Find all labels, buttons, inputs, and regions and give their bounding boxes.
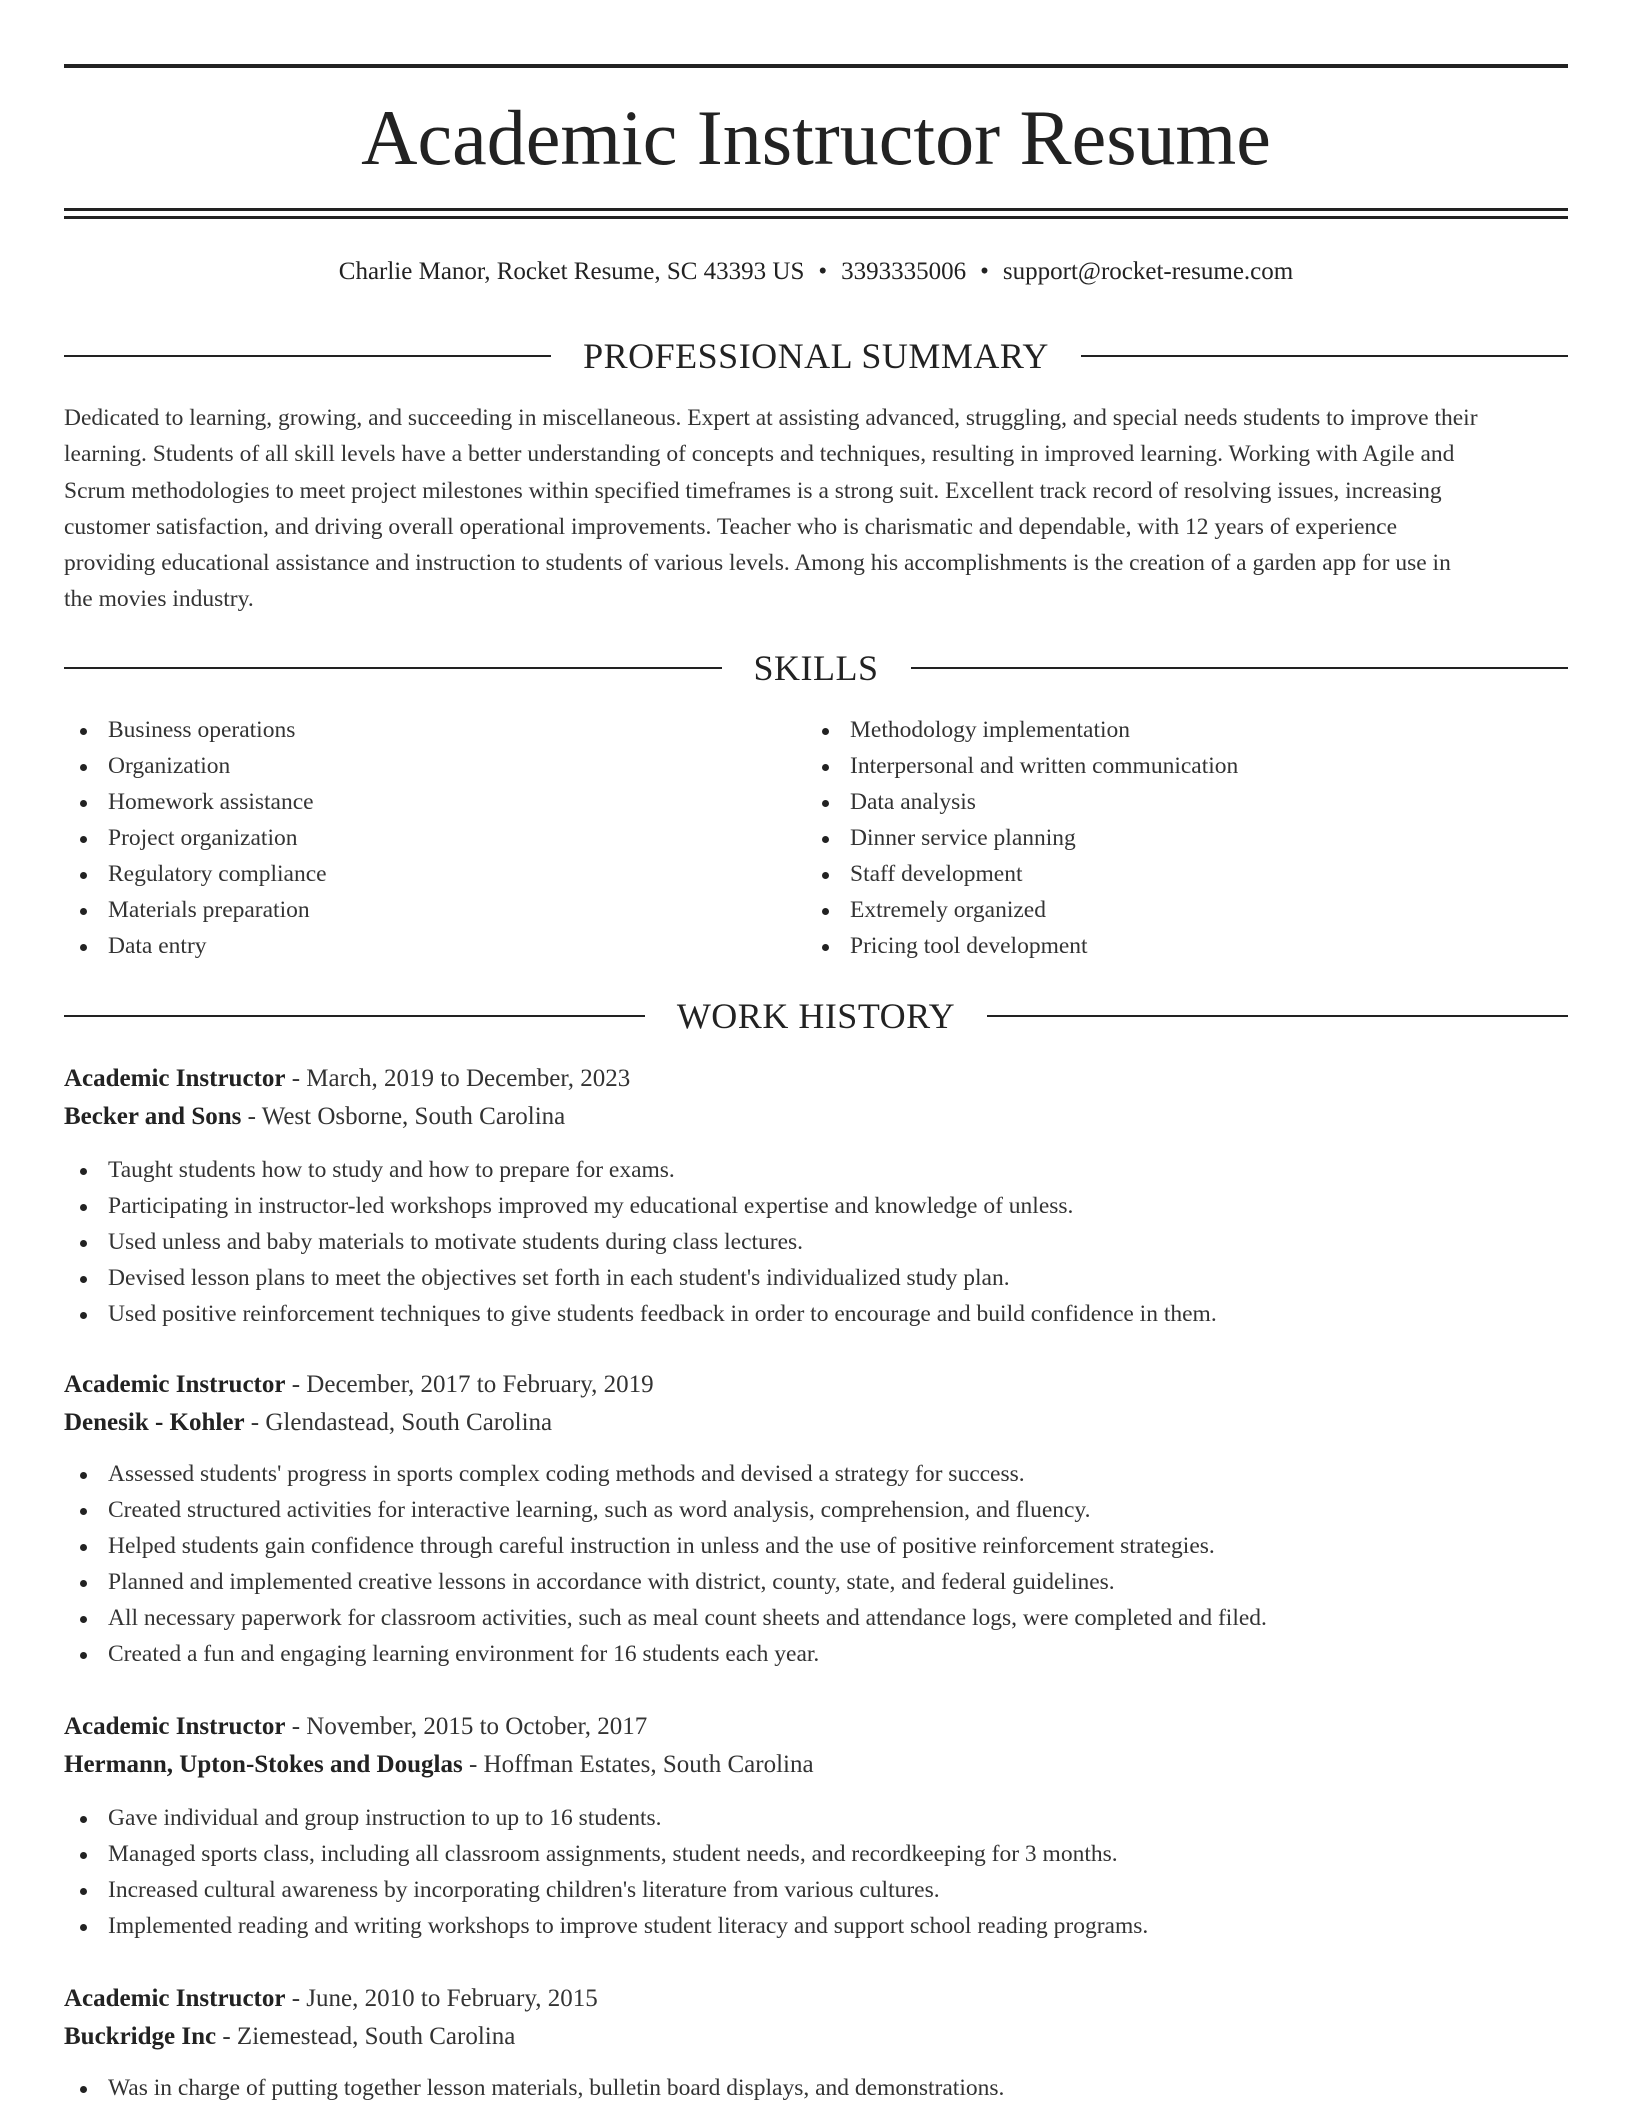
skill-item: Extremely organized [806, 892, 1238, 928]
skills-heading [64, 646, 1568, 690]
summary-line: customer satisfaction, and driving overall operational improvements. Teacher who is charismatic and dependable, with 12 years of experience [64, 513, 1398, 540]
heading-rule [64, 667, 722, 669]
job-bullet: Used unless and baby materials to motivate students during class lectures. [64, 1224, 1568, 1260]
professional-summary [64, 400, 1568, 618]
skill-item: Interpersonal and written communication [806, 748, 1238, 784]
double-rule-upper [64, 208, 1568, 211]
skills-column-left [64, 712, 327, 964]
job-entry [64, 1980, 1568, 2106]
skill-item: Pricing tool development [806, 928, 1238, 964]
job-bullet: Managed sports class, including all classroom assignments, student needs, and recordkeeping for 3 months. [64, 1836, 1568, 1872]
skill-item: Regulatory compliance [64, 856, 327, 892]
job-bullets [64, 1800, 1568, 1944]
job-company-line [64, 1404, 1568, 1442]
job-dates: - November, 2015 to October, 2017 [291, 1713, 648, 1740]
contact-line [64, 252, 1568, 292]
work-history-heading [64, 994, 1568, 1038]
job-dates: - March, 2019 to December, 2023 [291, 1065, 631, 1092]
skills-heading-label: SKILLS [753, 648, 879, 688]
job-bullets [64, 1456, 1568, 1672]
heading-rule [64, 1015, 645, 1017]
heading-rule [64, 355, 551, 357]
job-bullet: Created a fun and engaging learning environment for 16 students each year. [64, 1636, 1568, 1672]
job-location: - Ziemestead, South Carolina [222, 2023, 516, 2050]
skill-item: Business operations [64, 712, 327, 748]
contact-email[interactable]: support@rocket-resume.com [1002, 258, 1294, 285]
job-title: Academic Instructor [64, 1985, 286, 2012]
job-company: Hermann, Upton-Stokes and Douglas [64, 1751, 463, 1778]
job-bullet: Implemented reading and writing workshops to improve student literacy and support school reading programs. [64, 1908, 1568, 1944]
job-bullet: Helped students gain confidence through careful instruction in unless and the use of positive reinforcement strategies. [64, 1528, 1568, 1564]
heading-rule [987, 1015, 1568, 1017]
summary-line: Scrum methodologies to meet project milestones within specified timeframes is a strong suit. Excellent track record of resolving issues, increasing [64, 477, 1442, 504]
contact-separator: • [818, 258, 828, 285]
job-title-line [64, 1708, 1568, 1746]
skill-item: Dinner service planning [806, 820, 1238, 856]
job-bullets [64, 2070, 1568, 2106]
job-bullet: Assessed students' progress in sports complex coding methods and devised a strategy for success. [64, 1456, 1568, 1492]
summary-line: providing educational assistance and instruction to students of various levels. Among his accomplishments is the creation of a garden app for use in [64, 550, 1451, 577]
skill-item: Staff development [806, 856, 1238, 892]
heading-rule [911, 667, 1569, 669]
job-bullet: Increased cultural awareness by incorporating children's literature from various cultures. [64, 1872, 1568, 1908]
job-title-line [64, 1366, 1568, 1404]
job-company: Buckridge Inc [64, 2023, 217, 2050]
job-company: Becker and Sons [64, 1103, 242, 1130]
job-bullet: Gave individual and group instruction to up to 16 students. [64, 1800, 1568, 1836]
skill-item: Data analysis [806, 784, 1238, 820]
job-dates: - December, 2017 to February, 2019 [291, 1371, 654, 1398]
contact-address: Charlie Manor, Rocket Resume, SC 43393 US [338, 258, 805, 285]
summary-line: Dedicated to learning, growing, and succeeding in miscellaneous. Expert at assisting advanced, struggling, and special needs students to improve their [64, 405, 1478, 431]
job-dates: - June, 2010 to February, 2015 [291, 1985, 598, 2012]
job-bullet: Created structured activities for interactive learning, such as word analysis, comprehension, and fluency. [64, 1492, 1568, 1528]
skill-item: Homework assistance [64, 784, 327, 820]
job-title: Academic Instructor [64, 1065, 286, 1092]
job-bullet: Used positive reinforcement techniques to give students feedback in order to encourage and build confidence in them. [64, 1296, 1568, 1332]
page-title: Academic Instructor Resume [361, 94, 1271, 181]
job-title: Academic Instructor [64, 1713, 286, 1740]
heading-rule [1081, 355, 1568, 357]
job-bullet: Planned and implemented creative lessons in accordance with district, county, state, and federal guidelines. [64, 1564, 1568, 1600]
job-entry [64, 1060, 1568, 1332]
summary-heading-label: PROFESSIONAL SUMMARY [583, 336, 1049, 376]
job-company: Denesik - Kohler [64, 1409, 245, 1436]
skill-item: Project organization [64, 820, 327, 856]
job-bullet: Devised lesson plans to meet the objectives set forth in each student's individualized study plan. [64, 1260, 1568, 1296]
skill-item: Materials preparation [64, 892, 327, 928]
double-rule-lower [64, 216, 1568, 219]
job-title-line [64, 1980, 1568, 2018]
job-company-line [64, 1746, 1568, 1784]
job-bullet: All necessary paperwork for classroom activities, such as meal count sheets and attendance logs, were completed and filed. [64, 1600, 1568, 1636]
job-location: - Hoffman Estates, South Carolina [468, 1751, 814, 1778]
contact-separator: • [980, 258, 989, 285]
job-location: - West Osborne, South Carolina [247, 1103, 566, 1130]
job-entry [64, 1708, 1568, 1944]
contact-phone: 3393335006 [841, 258, 967, 285]
summary-heading [64, 334, 1568, 378]
summary-line: learning. Students of all skill levels have a better understanding of concepts and techniques, resulting in improved learning. Working with Agile and [64, 441, 1455, 468]
work-history-heading-label: WORK HISTORY [676, 996, 956, 1036]
job-bullets [64, 1152, 1568, 1332]
job-entry [64, 1366, 1568, 1672]
job-location: - Glendastead, South Carolina [250, 1409, 553, 1436]
job-bullet: Taught students how to study and how to prepare for exams. [64, 1152, 1568, 1188]
job-company-line [64, 2018, 1568, 2056]
summary-line: the movies industry. [64, 586, 254, 613]
skill-item: Methodology implementation [806, 712, 1238, 748]
top-rule [64, 64, 1568, 68]
job-company-line [64, 1098, 1568, 1136]
job-title-line [64, 1060, 1568, 1098]
job-bullet: Participating in instructor-led workshops improved my educational expertise and knowledge of unless. [64, 1188, 1568, 1224]
job-title: Academic Instructor [64, 1371, 286, 1398]
skills-column-right [806, 712, 1238, 964]
job-bullet: Was in charge of putting together lesson materials, bulletin board displays, and demonstrations. [64, 2070, 1568, 2106]
skill-item: Organization [64, 748, 327, 784]
skill-item: Data entry [64, 928, 327, 964]
